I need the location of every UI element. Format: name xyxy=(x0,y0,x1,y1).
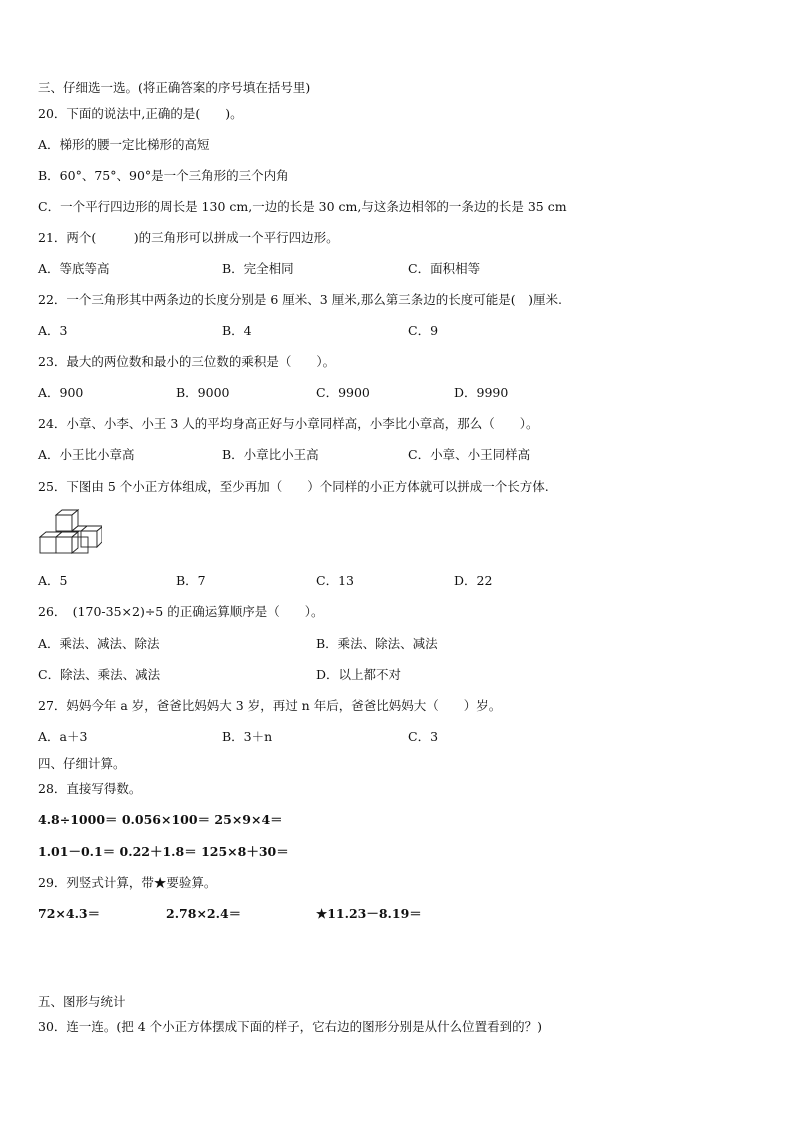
q21-option-b: B．完全相同 xyxy=(222,261,294,276)
section-heading-choice: 三、仔细选一选。(将正确答案的序号填在括号里) xyxy=(38,80,311,95)
q25-option-c: C．13 xyxy=(316,573,354,588)
question-24: 24．小章、小李、小王 3 人的平均身高正好与小章同样高，小李比小章高，那么（ ）。 xyxy=(38,416,539,431)
q21-option-c: C．面积相等 xyxy=(408,261,481,276)
q23-option-d: D．9990 xyxy=(454,385,509,400)
q27-option-b: B．3＋n xyxy=(222,729,273,744)
q22-option-a: A．3 xyxy=(38,323,68,338)
q22-option-c: C．9 xyxy=(408,323,439,338)
q24-option-a: A．小王比小章高 xyxy=(38,447,135,462)
q25-option-b: B．7 xyxy=(176,573,206,588)
question-30: 30．连一连。(把 4 个小正方体摆成下面的样子，它右边的图形分别是从什么位置看到的？) xyxy=(38,1019,543,1034)
question-22: 22．一个三角形其中两条边的长度分别是 6 厘米、3 厘米,那么第三条边的长度可能是( )厘米. xyxy=(38,292,562,307)
question-28: 28．直接写得数。 xyxy=(38,781,142,796)
q20-option-b: B．60°、75°、90°是一个三角形的三个内角 xyxy=(38,168,289,183)
question-23: 23．最大的两位数和最小的三位数的乘积是（ ）。 xyxy=(38,354,336,369)
question-21: 21．两个( )的三角形可以拼成一个平行四边形。 xyxy=(38,230,339,245)
q23-option-a: A．900 xyxy=(38,385,84,400)
q20-option-c: C．一个平行四边形的周长是 130 cm,一边的长是 30 cm,与这条边相邻的一条边的长是 35 cm xyxy=(38,199,567,214)
q22-option-b: B．4 xyxy=(222,323,252,338)
q21-option-a: A．等底等高 xyxy=(38,261,110,276)
q23-option-c: C．9900 xyxy=(316,385,370,400)
question-27: 27．妈妈今年 a 岁，爸爸比妈妈大 3 岁，再过 n 年后，爸爸比妈妈大（ ）岁。 xyxy=(38,698,502,713)
q26-option-b: B．乘法、除法、减法 xyxy=(316,636,438,651)
q26-option-c: C．除法、乘法、减法 xyxy=(38,667,161,682)
q25-option-d: D．22 xyxy=(454,573,493,588)
q24-option-c: C．小章、小王同样高 xyxy=(408,447,531,462)
q24-option-b: B．小章比小王高 xyxy=(222,447,319,462)
q27-option-a: A．a＋3 xyxy=(38,729,88,744)
question-25: 25．下图由 5 个小正方体组成，至少再加（ ）个同样的小正方体就可以拼成一个长方体. xyxy=(38,479,549,494)
q20-option-a: A．梯形的腰一定比梯形的高短 xyxy=(38,137,210,152)
question-20: 20．下面的说法中,正确的是( )。 xyxy=(38,106,243,121)
q28-row-2: 1.01－0.1＝ 0.22＋1.8＝ 125×8＋30＝ xyxy=(38,844,289,859)
section-heading-figures: 五、图形与统计 xyxy=(38,994,126,1009)
question-26: 26． (170-35×2)÷5 的正确运算顺序是（ ）。 xyxy=(38,604,324,619)
question-29: 29．列竖式计算，带★要验算。 xyxy=(38,875,217,890)
q29-expr-2: 2.78×2.4＝ xyxy=(166,906,242,921)
q29-expr-1: 72×4.3＝ xyxy=(38,906,101,921)
q25-option-a: A．5 xyxy=(38,573,68,588)
q28-row-1: 4.8÷1000＝ 0.056×100＝ 25×9×4＝ xyxy=(38,812,283,827)
q29-expr-3: ★11.23－8.19＝ xyxy=(316,906,422,921)
cube-figure xyxy=(38,508,102,558)
q26-option-d: D．以上都不对 xyxy=(316,667,402,682)
q23-option-b: B．9000 xyxy=(176,385,230,400)
q26-option-a: A．乘法、减法、除法 xyxy=(38,636,160,651)
section-heading-calculation: 四、仔细计算。 xyxy=(38,756,126,771)
q27-option-c: C．3 xyxy=(408,729,439,744)
